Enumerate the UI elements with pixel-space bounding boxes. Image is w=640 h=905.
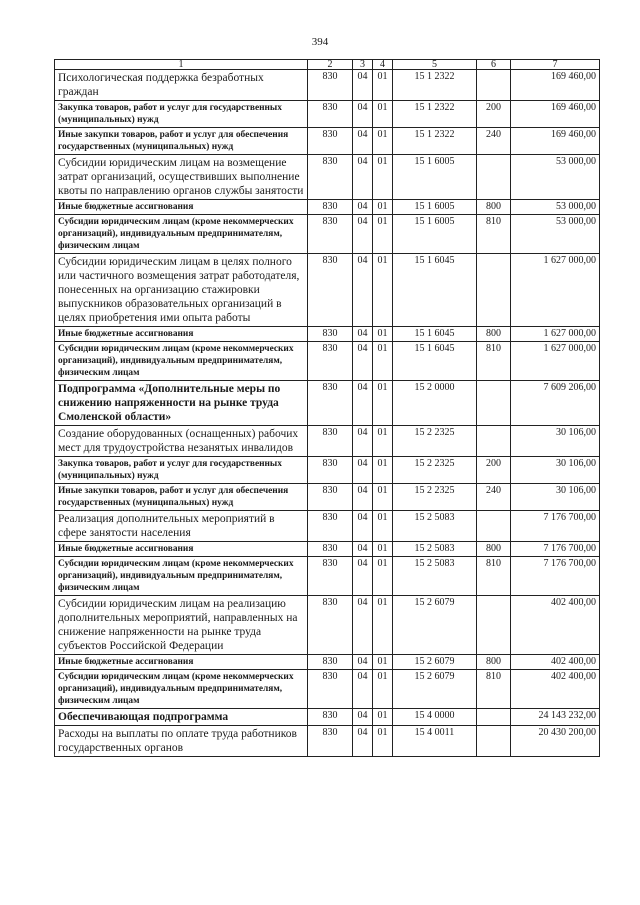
expense-type-code (477, 709, 511, 726)
admin-code: 830 (308, 542, 353, 557)
item-name: Подпрограмма «Дополнительные меры по снижению напряженности на рынке труда Смоленской области» (55, 381, 308, 426)
item-name: Расходы на выплаты по оплате труда работников государственных органов (55, 726, 308, 757)
amount: 24 143 232,00 (511, 709, 600, 726)
table-row (55, 484, 600, 511)
section-code: 04 (353, 457, 373, 484)
expense-type-code (477, 381, 511, 426)
subsection-code: 01 (373, 70, 393, 101)
item-name: Реализация дополнительных мероприятий в сфере занятости населения (55, 511, 308, 542)
table-row (55, 342, 600, 381)
table-row (55, 596, 600, 655)
admin-code: 830 (308, 254, 353, 327)
admin-code: 830 (308, 215, 353, 254)
target-article-code: 15 1 6005 (393, 200, 477, 215)
admin-code: 830 (308, 327, 353, 342)
admin-code: 830 (308, 457, 353, 484)
amount: 7 176 700,00 (511, 511, 600, 542)
admin-code: 830 (308, 511, 353, 542)
admin-code: 830 (308, 70, 353, 101)
admin-code: 830 (308, 381, 353, 426)
header-col-5: 5 (393, 60, 477, 70)
target-article-code: 15 1 6005 (393, 155, 477, 200)
amount: 1 627 000,00 (511, 254, 600, 327)
amount: 1 627 000,00 (511, 327, 600, 342)
amount: 402 400,00 (511, 596, 600, 655)
target-article-code: 15 2 2325 (393, 457, 477, 484)
expense-type-code (477, 726, 511, 757)
section-code: 04 (353, 557, 373, 596)
subsection-code: 01 (373, 457, 393, 484)
amount: 1 627 000,00 (511, 342, 600, 381)
item-name: Иные бюджетные ассигнования (55, 327, 308, 342)
table-row (55, 511, 600, 542)
item-name: Закупка товаров, работ и услуг для государственных (муниципальных) нужд (55, 457, 308, 484)
item-name: Субсидии юридическим лицам на возмещение затрат организаций, осуществивших выполнение квоты по направлению органов службы занятости (55, 155, 308, 200)
subsection-code: 01 (373, 342, 393, 381)
section-code: 04 (353, 215, 373, 254)
amount: 30 106,00 (511, 426, 600, 457)
subsection-code: 01 (373, 484, 393, 511)
expense-type-code (477, 70, 511, 101)
amount: 169 460,00 (511, 70, 600, 101)
admin-code: 830 (308, 655, 353, 670)
subsection-code: 01 (373, 200, 393, 215)
section-code: 04 (353, 200, 373, 215)
target-article-code: 15 1 6005 (393, 215, 477, 254)
table-row (55, 101, 600, 128)
subsection-code: 01 (373, 655, 393, 670)
target-article-code: 15 1 6045 (393, 254, 477, 327)
expense-type-code: 800 (477, 655, 511, 670)
header-row (55, 60, 600, 70)
amount: 7 176 700,00 (511, 557, 600, 596)
amount: 53 000,00 (511, 215, 600, 254)
item-name: Иные бюджетные ассигнования (55, 200, 308, 215)
admin-code: 830 (308, 557, 353, 596)
admin-code: 830 (308, 596, 353, 655)
subsection-code: 01 (373, 596, 393, 655)
expense-type-code: 200 (477, 457, 511, 484)
admin-code: 830 (308, 155, 353, 200)
header-col-2: 2 (308, 60, 353, 70)
target-article-code: 15 4 0011 (393, 726, 477, 757)
section-code: 04 (353, 342, 373, 381)
section-code: 04 (353, 542, 373, 557)
subsection-code: 01 (373, 542, 393, 557)
target-article-code: 15 1 2322 (393, 70, 477, 101)
subsection-code: 01 (373, 511, 393, 542)
item-name: Иные бюджетные ассигнования (55, 542, 308, 557)
admin-code: 830 (308, 342, 353, 381)
section-code: 04 (353, 726, 373, 757)
target-article-code: 15 2 6079 (393, 670, 477, 709)
expense-type-code: 810 (477, 557, 511, 596)
admin-code: 830 (308, 101, 353, 128)
item-name: Субсидии юридическим лицам на реализацию дополнительных мероприятий, направленных на снижение напряженности на рынке труда субъектов Российской Федерации (55, 596, 308, 655)
table-row (55, 128, 600, 155)
table-row (55, 709, 600, 726)
amount: 169 460,00 (511, 101, 600, 128)
expense-type-code: 810 (477, 215, 511, 254)
amount: 30 106,00 (511, 484, 600, 511)
header-col-7: 7 (511, 60, 600, 70)
admin-code: 830 (308, 426, 353, 457)
section-code: 04 (353, 670, 373, 709)
table-row (55, 557, 600, 596)
item-name: Иные закупки товаров, работ и услуг для обеспечения государственных (муниципальных) нужд (55, 128, 308, 155)
target-article-code: 15 1 2322 (393, 101, 477, 128)
subsection-code: 01 (373, 557, 393, 596)
table-row (55, 426, 600, 457)
section-code: 04 (353, 596, 373, 655)
expense-type-code (477, 254, 511, 327)
table-row (55, 155, 600, 200)
section-code: 04 (353, 655, 373, 670)
subsection-code: 01 (373, 670, 393, 709)
table-row (55, 381, 600, 426)
table-row (55, 254, 600, 327)
admin-code: 830 (308, 200, 353, 215)
target-article-code: 15 2 5083 (393, 557, 477, 596)
amount: 7 176 700,00 (511, 542, 600, 557)
expense-type-code: 800 (477, 542, 511, 557)
admin-code: 830 (308, 726, 353, 757)
admin-code: 830 (308, 128, 353, 155)
header-col-6: 6 (477, 60, 511, 70)
section-code: 04 (353, 155, 373, 200)
expense-type-code: 800 (477, 327, 511, 342)
target-article-code: 15 1 6045 (393, 327, 477, 342)
amount: 402 400,00 (511, 655, 600, 670)
expense-type-code: 800 (477, 200, 511, 215)
admin-code: 830 (308, 709, 353, 726)
amount: 7 609 206,00 (511, 381, 600, 426)
target-article-code: 15 4 0000 (393, 709, 477, 726)
amount: 53 000,00 (511, 200, 600, 215)
item-name: Закупка товаров, работ и услуг для государственных (муниципальных) нужд (55, 101, 308, 128)
budget-table (54, 59, 600, 757)
subsection-code: 01 (373, 726, 393, 757)
subsection-code: 01 (373, 215, 393, 254)
table-row (55, 670, 600, 709)
target-article-code: 15 2 2325 (393, 484, 477, 511)
target-article-code: 15 1 2322 (393, 128, 477, 155)
amount: 402 400,00 (511, 670, 600, 709)
item-name: Иные бюджетные ассигнования (55, 655, 308, 670)
subsection-code: 01 (373, 327, 393, 342)
section-code: 04 (353, 709, 373, 726)
section-code: 04 (353, 426, 373, 457)
section-code: 04 (353, 327, 373, 342)
subsection-code: 01 (373, 101, 393, 128)
target-article-code: 15 2 5083 (393, 542, 477, 557)
subsection-code: 01 (373, 709, 393, 726)
section-code: 04 (353, 381, 373, 426)
expense-type-code: 240 (477, 484, 511, 511)
table-row (55, 726, 600, 757)
item-name: Создание оборудованных (оснащенных) рабочих мест для трудоустройства незанятых инвалидов (55, 426, 308, 457)
target-article-code: 15 2 6079 (393, 596, 477, 655)
target-article-code: 15 2 2325 (393, 426, 477, 457)
expense-type-code (477, 511, 511, 542)
item-name: Иные закупки товаров, работ и услуг для обеспечения государственных (муниципальных) нужд (55, 484, 308, 511)
target-article-code: 15 2 5083 (393, 511, 477, 542)
expense-type-code (477, 155, 511, 200)
subsection-code: 01 (373, 381, 393, 426)
amount: 169 460,00 (511, 128, 600, 155)
table-row (55, 70, 600, 101)
expense-type-code (477, 426, 511, 457)
header-col-3: 3 (353, 60, 373, 70)
item-name: Субсидии юридическим лицам (кроме некоммерческих организаций), индивидуальным предпринимателям, физическим лицам (55, 557, 308, 596)
subsection-code: 01 (373, 155, 393, 200)
section-code: 04 (353, 70, 373, 101)
amount: 20 430 200,00 (511, 726, 600, 757)
section-code: 04 (353, 254, 373, 327)
subsection-code: 01 (373, 128, 393, 155)
admin-code: 830 (308, 484, 353, 511)
subsection-code: 01 (373, 426, 393, 457)
target-article-code: 15 1 6045 (393, 342, 477, 381)
page-number: 394 (311, 36, 329, 48)
table-row (55, 542, 600, 557)
amount: 53 000,00 (511, 155, 600, 200)
table-row (55, 215, 600, 254)
expense-type-code: 810 (477, 342, 511, 381)
admin-code: 830 (308, 670, 353, 709)
table-row (55, 655, 600, 670)
expense-type-code (477, 596, 511, 655)
expense-type-code: 200 (477, 101, 511, 128)
section-code: 04 (353, 101, 373, 128)
subsection-code: 01 (373, 254, 393, 327)
item-name: Обеспечивающая подпрограмма (55, 709, 308, 726)
expense-type-code: 240 (477, 128, 511, 155)
table-row (55, 327, 600, 342)
table-row (55, 457, 600, 484)
item-name: Субсидии юридическим лицам (кроме некоммерческих организаций), индивидуальным предпринимателям, физическим лицам (55, 215, 308, 254)
section-code: 04 (353, 484, 373, 511)
item-name: Субсидии юридическим лицам в целях полного или частичного возмещения затрат работодателя, понесенных на организацию стажировки выпускников образовательных организаций в целях приобретения ими опыта работы (55, 254, 308, 327)
item-name: Психологическая поддержка безработных граждан (55, 70, 308, 101)
amount: 30 106,00 (511, 457, 600, 484)
target-article-code: 15 2 0000 (393, 381, 477, 426)
section-code: 04 (353, 511, 373, 542)
item-name: Субсидии юридическим лицам (кроме некоммерческих организаций), индивидуальным предпринимателям, физическим лицам (55, 342, 308, 381)
table-row (55, 200, 600, 215)
target-article-code: 15 2 6079 (393, 655, 477, 670)
header-col-4: 4 (373, 60, 393, 70)
item-name: Субсидии юридическим лицам (кроме некоммерческих организаций), индивидуальным предпринимателям, физическим лицам (55, 670, 308, 709)
header-col-1: 1 (55, 60, 308, 70)
expense-type-code: 810 (477, 670, 511, 709)
section-code: 04 (353, 128, 373, 155)
